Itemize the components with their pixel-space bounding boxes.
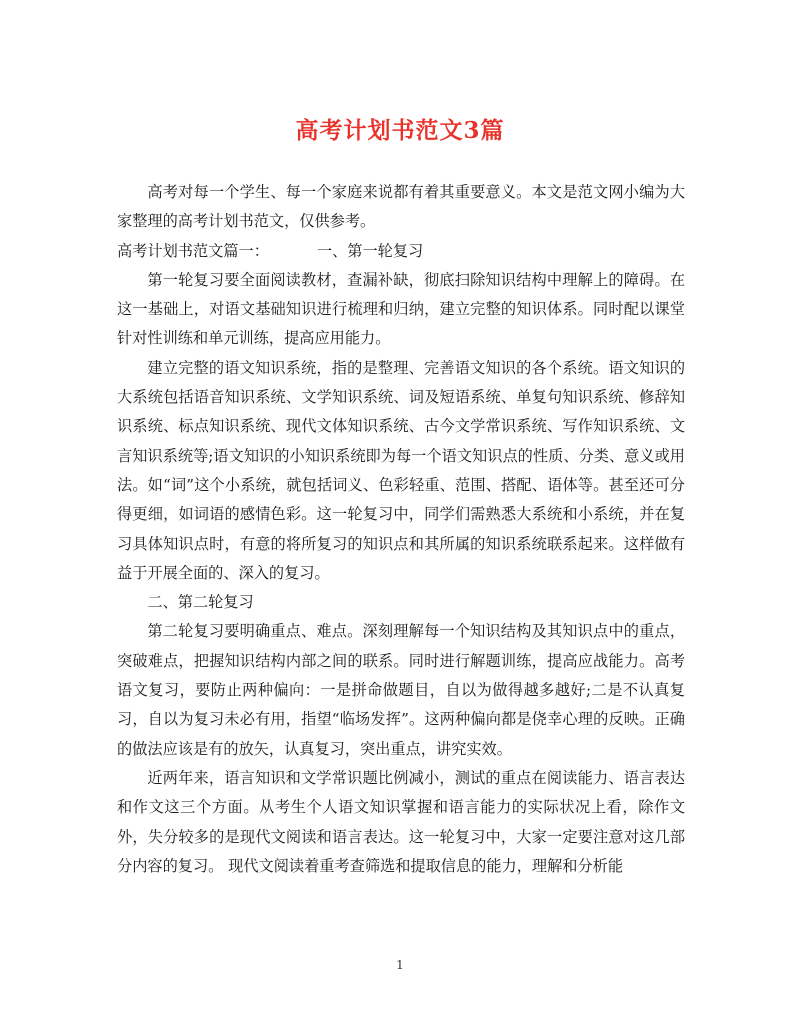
section1-heading: 一、第一轮复习	[316, 241, 424, 260]
part-heading-line	[117, 237, 685, 266]
part-label: 高考计划书范文篇一：	[117, 241, 269, 260]
section2-heading: 二、第二轮复习	[147, 593, 254, 612]
paragraph-4: 近两年来，语言知识和文学常识题比例减小，测试的重点在阅读能力、语言表达和作文这三个方面。从考生个人语文知识掌握和语言能力的实际状况上看，除作文外，失分较多的是现代文阅读和语言表达。这一轮复习中，大家一定要注意对这几部分内容的复习。 现代文阅读着重考查筛选和提取信息的能力，理解和分析能	[117, 768, 685, 875]
document-body	[117, 178, 685, 881]
paragraph-3: 第二轮复习要明确重点、难点。深刻理解每一个知识结构及其知识点中的重点，突破难点，把握知识结构内部之间的联系。同时进行解题训练，提高应战能力。高考语文复习，要防止两种偏向：一是拼命做题目，自以为做得越多越好;二是不认真复习，自以为复习未必有用，指望“临场发挥”。这两种偏向都是侥幸心理的反映。正确的做法应该是有的放矢，认真复习，突出重点，讲究实效。	[117, 622, 685, 758]
paragraph-1: 第一轮复习要全面阅读教材，查漏补缺，彻底扫除知识结构中理解上的障碍。在这一基础上，对语文基础知识进行梳理和归纳，建立完整的知识体系。同时配以课堂针对性训练和单元训练，提高应用能力。	[117, 270, 685, 348]
page-number: 1	[396, 958, 404, 972]
document-title: 高考计划书范文3篇	[295, 117, 505, 144]
intro-paragraph: 高考对每一个学生、每一个家庭来说都有着其重要意义。本文是范文网小编为大家整理的高考计划书范文，仅供参考。	[117, 183, 685, 231]
paragraph-2: 建立完整的语文知识系统，指的是整理、完善语文知识的各个系统。语文知识的大系统包括语音知识系统、文学知识系统、词及短语系统、单复句知识系统、修辞知识系统、标点知识系统、现代文体知识系统、古今文学常识系统、写作知识系统、文言知识系统等;语文知识的小知识系统即为每一个语文知识点的性质、分类、意义或用法。如“词”这个小系统，就包括词义、色彩轻重、范围、搭配、语体等。甚至还可分得更细，如词语的感情色彩。这一轮复习中，同学们需熟悉大系统和小系统，并在复习具体知识点时，有意的将所复习的知识点和其所属的知识系统联系起来。这样做有益于开展全面的、深入的复习。	[117, 358, 685, 582]
